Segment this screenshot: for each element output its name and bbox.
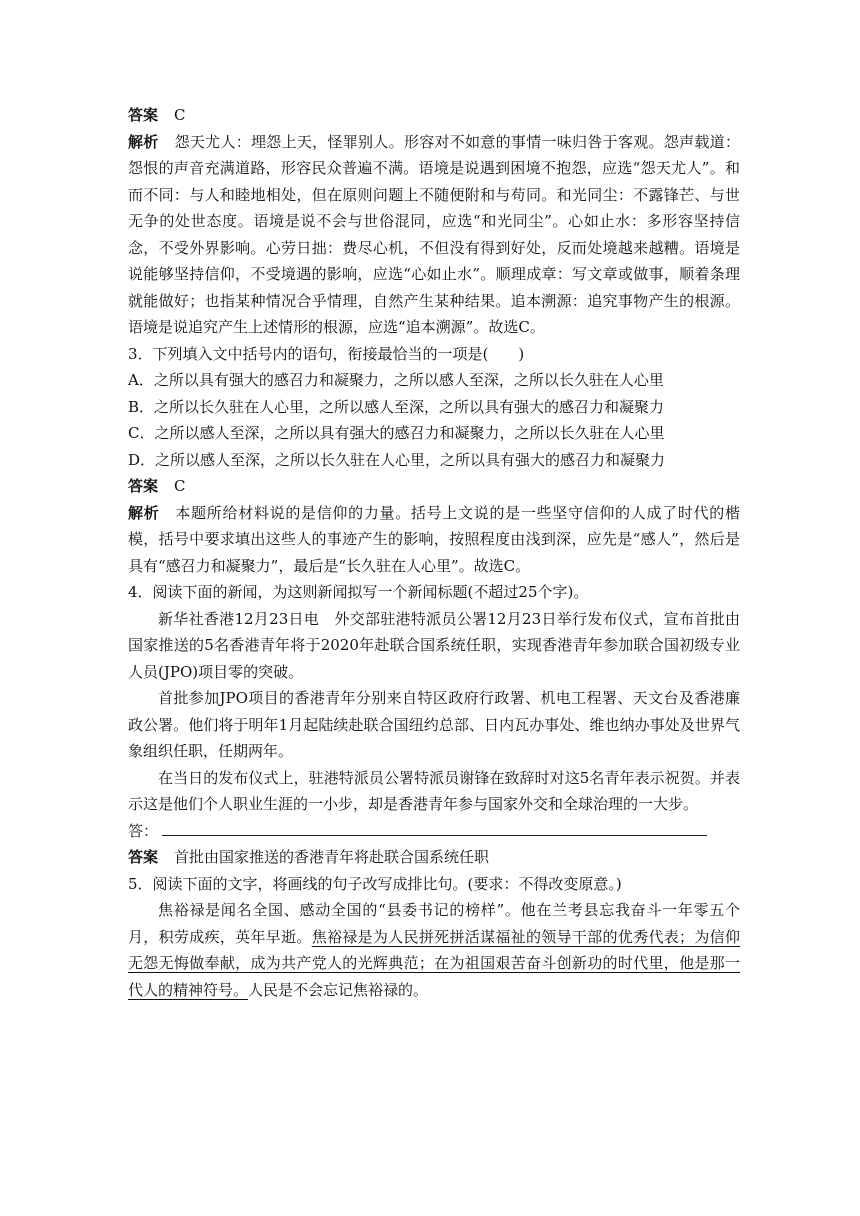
option-d: D．之所以感人至深，之所以长久驻在人心里，之所以具有强大的感召力和凝聚力 [128, 450, 666, 469]
reply-label: 答： [128, 821, 159, 840]
q3-stem: 3．下列填入文中括号内的语句，衔接最恰当的一项是( ) [128, 344, 525, 363]
q4-stem: 4．阅读下面的新闻，为这则新闻拟写一个新闻标题(不超过25个字)。 [128, 583, 589, 601]
passage-after: 人民是不会忘记焦裕禄的。 [248, 980, 429, 999]
answer-blank-line[interactable] [162, 819, 707, 836]
answer-label: 答案 [128, 106, 159, 124]
q3-options [128, 367, 740, 473]
underlined-sentence: 焦裕禄是为人民拼死拼活谋福祉的领导干部的优秀代表；为信仰无怨无悔做奉献，成为共产党人的光辉典范；在为祖国艰苦奋斗创新功的时代里，他是那一代人的精神符号。 [128, 927, 740, 999]
q2-answer [128, 102, 740, 129]
answer-label: 答案 [128, 477, 159, 495]
q5-stem: 5．阅读下面的文字，将画线的句子改写成排比句。(要求：不得改变原意。) [128, 874, 622, 893]
answer-text: 首批由国家推送的香港青年将赴联合国系统任职 [174, 848, 490, 866]
answer-label: 答案 [128, 848, 159, 866]
analysis-label: 解析 [128, 503, 160, 522]
q3-analysis [128, 500, 740, 580]
news-paragraph-1: 新华社香港12月23日电 外交部驻港特派员公署12月23日举行发布仪式，宣布首批由国家推送的5名香港青年将于2020年赴联合国系统任职，实现香港青年参加联合国初级专业人员(JPO)项目零的突破。 [128, 609, 740, 681]
answer-value: C [174, 106, 186, 124]
q4-reply [128, 818, 740, 845]
document-content [128, 102, 740, 1003]
news-paragraph-3: 在当日的发布仪式上，驻港特派员公署特派员谢锋在致辞时对这5名青年表示祝贺。并表示这是他们个人职业生涯的一小步，却是香港青年参与国家外交和全球治理的一大步。 [128, 768, 740, 813]
option-a: A．之所以具有强大的感召力和凝聚力，之所以感人至深，之所以长久驻在人心里 [128, 371, 664, 389]
analysis-text: 怨天尤人：埋怨上天，怪罪别人。形容对不如意的事情一味归咎于客观。怨声载道：怨恨的声音充满道路，形容民众普遍不满。语境是说遇到困境不抱怨，应选“怨天尤人”。和而不同：与人和睦地相处，但在原则问题上不随便附和与苟同。和光同尘：不露锋芒、与世无争的处世态度。语境是说不会与世俗混同，应选“和光同尘”。心如止水：多形容坚持信念，不受外界影响。心劳日拙：费尽心机，不但没有得到好处，反而处境越来越糟。语境是说能够坚持信仰，不受境遇的影响，应选“心如止水”。顺理成章：写文章或做事，顺着条理就能做好；也指某种情况合乎情理，自然产生某种结果。追本溯源：追究事物产生的根源。语境是说追究产生上述情形的根源，应选“追本溯源”。故选C。 [128, 132, 740, 336]
passage-before: 焦裕禄是闻名全国、感动全国的“县委书记的榜样”。他在兰考县忘我奋斗一年零五个月，积劳成疾，英年早逝。 [128, 901, 740, 946]
q4-answer [128, 844, 740, 871]
q5-passage [128, 897, 740, 1003]
analysis-label: 解析 [128, 132, 159, 151]
q3-answer [128, 473, 740, 500]
option-b: B．之所以长久驻在人心里，之所以感人至深，之所以具有强大的感召力和凝聚力 [128, 397, 665, 416]
option-c: C．之所以感人至深，之所以具有强大的感召力和凝聚力，之所以长久驻在人心里 [128, 424, 665, 442]
analysis-text: 本题所给材料说的是信仰的力量。括号上文说的是一些坚守信仰的人成了时代的楷模，括号中要求填出这些人的事迹产生的影响，按照程度由浅到深，应先是“感人”，然后是具有“感召力和凝聚力”，最后是“长久驻在人心里”。故选C。 [128, 503, 740, 575]
news-paragraph-2: 首批参加JPO项目的香港青年分别来自特区政府行政署、机电工程署、天文台及香港廉政公署。他们将于明年1月起陆续赴联合国纽约总部、日内瓦办事处、维也纳办事处及世界气象组织任职，任期两年。 [128, 689, 740, 760]
answer-value: C [174, 477, 186, 495]
q2-analysis [128, 129, 740, 341]
